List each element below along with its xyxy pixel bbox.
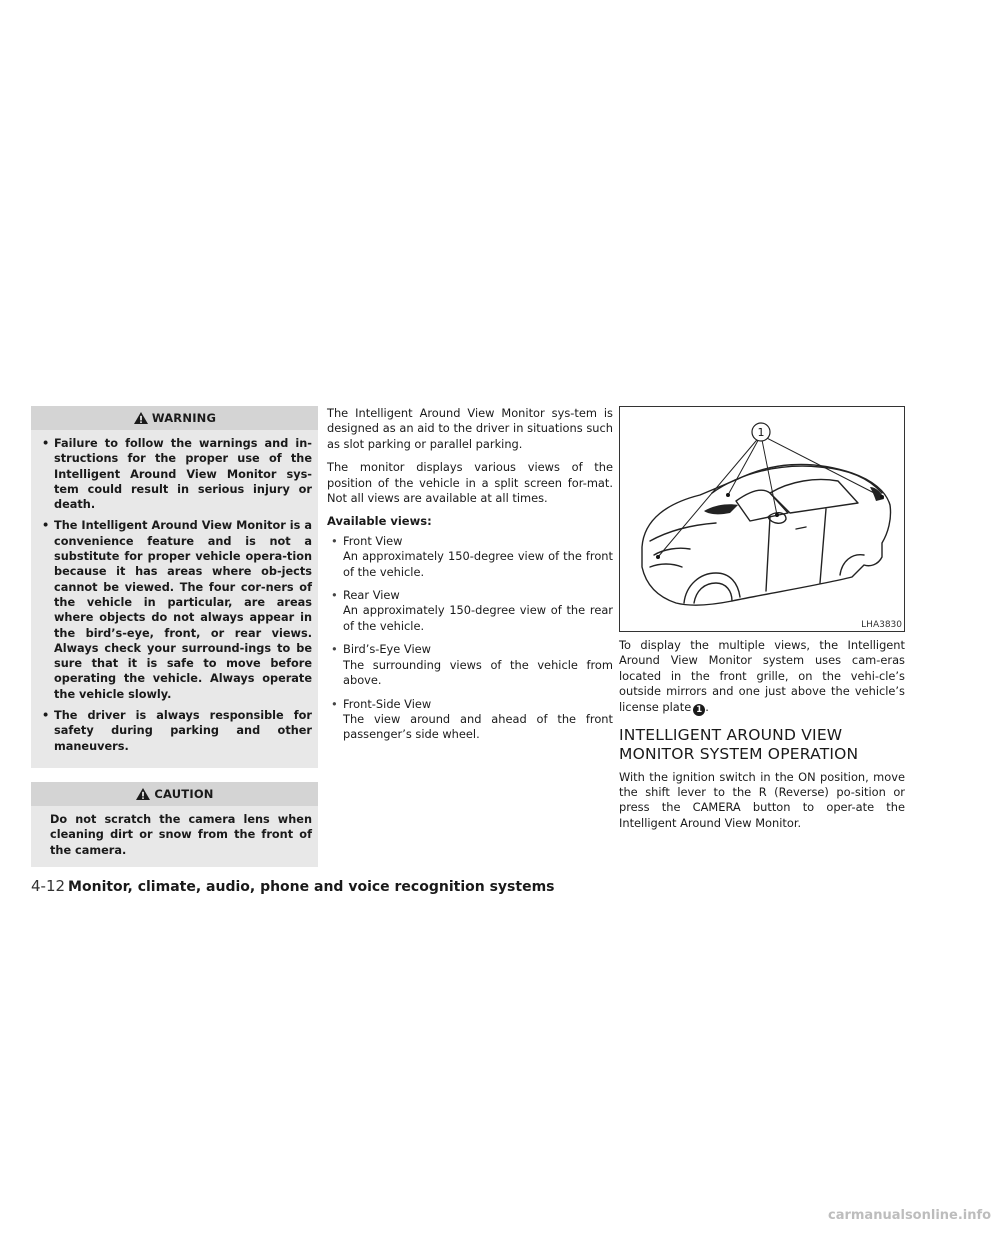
view-description: An approximately 150-degree view of the rear of the vehicle. [343,603,613,633]
caution-box [31,782,318,867]
suv-camera-illustration [620,407,904,631]
section-heading-line2: MONITOR SYSTEM OPERATION [619,744,859,763]
caution-text: Do not scratch the camera lens when cleaning dirt or snow from the front of the camera. [50,812,312,857]
view-description: An approximately 150-degree view of the front of the vehicle. [343,549,613,579]
figure-code: LHA3830 [861,620,902,630]
camera-location-paragraph [619,638,905,716]
views-list [327,534,613,743]
view-name: Front-Side View [343,696,432,711]
view-name: Rear View [343,588,400,603]
figure-callout-label: 1 [757,426,765,439]
view-item [327,534,613,580]
view-name: Bird’s-Eye View [343,642,431,657]
camera-location-text: To display the multiple views, the Intelligent Around View Monitor system uses cam-eras located in the front grille, on the vehi-cle’s outside mirrors and one just above the vehicle’s license plate [619,638,905,714]
intro-paragraph: The Intelligent Around View Monitor sys-tem is designed as an aid to the driver in situations such as slot parking or parallel parking. [327,406,613,451]
warning-item: • The driver is always responsible for safety during parking and other maneuvers. [31,708,312,754]
right-column [619,406,905,839]
view-description: The view around and ahead of the front passenger’s side wheel. [343,711,613,742]
section-heading [619,726,905,764]
caution-triangle-icon [135,787,151,801]
page-number: 4-12 [31,877,66,895]
view-name: Front View [343,533,403,548]
view-description: The surrounding views of the vehicle from above. [343,657,613,688]
middle-column [327,406,613,751]
operation-paragraph: With the ignition switch in the ON position, move the shift lever to the R (Reverse) po-sition or press the CAMERA button to oper-ate the Intelligent Around View Monitor. [619,769,905,830]
callout-1-icon: 1 [693,704,705,716]
paragraph-end: . [705,699,709,714]
page-footer [31,877,555,895]
warning-box [31,406,318,768]
warning-triangle-icon [133,411,149,425]
available-views-label: Available views: [327,514,432,529]
warning-item: • The Intelligent Around View Monitor is a convenience feature and is not a substitute for proper vehicle opera-tion because it has areas where ob-jects cannot be viewed. The four cor-ners of the vehicle in particular, are areas where objects do not always appear in the bird’s-eye, front, or rear views. Always check your surround-ings to be sure that it is safe to move before operating the vehicle. Always operate the vehicle slowly. [31,518,312,702]
view-item [327,697,613,743]
warning-list [31,430,318,768]
caution-header [31,782,318,806]
section-title: Monitor, climate, audio, phone and voice recognition systems [68,879,555,895]
camera-location-figure [619,406,905,632]
section-heading-line1: INTELLIGENT AROUND VIEW [619,725,843,744]
view-item [327,642,613,688]
split-screen-paragraph: The monitor displays various views of the position of the vehicle in a split screen for-mat. Not all views are available at all times. [327,460,613,506]
left-column [31,406,318,867]
caution-title: CAUTION [154,786,214,801]
warning-header [31,406,318,430]
view-item [327,588,613,634]
warning-title: WARNING [151,411,217,425]
warning-item: • Failure to follow the warnings and in-structions for the proper use of the Intelligent Around View Monitor sys-tem could result in serious injury or death. [31,436,312,512]
watermark: carmanualsonline.info [828,1208,991,1223]
